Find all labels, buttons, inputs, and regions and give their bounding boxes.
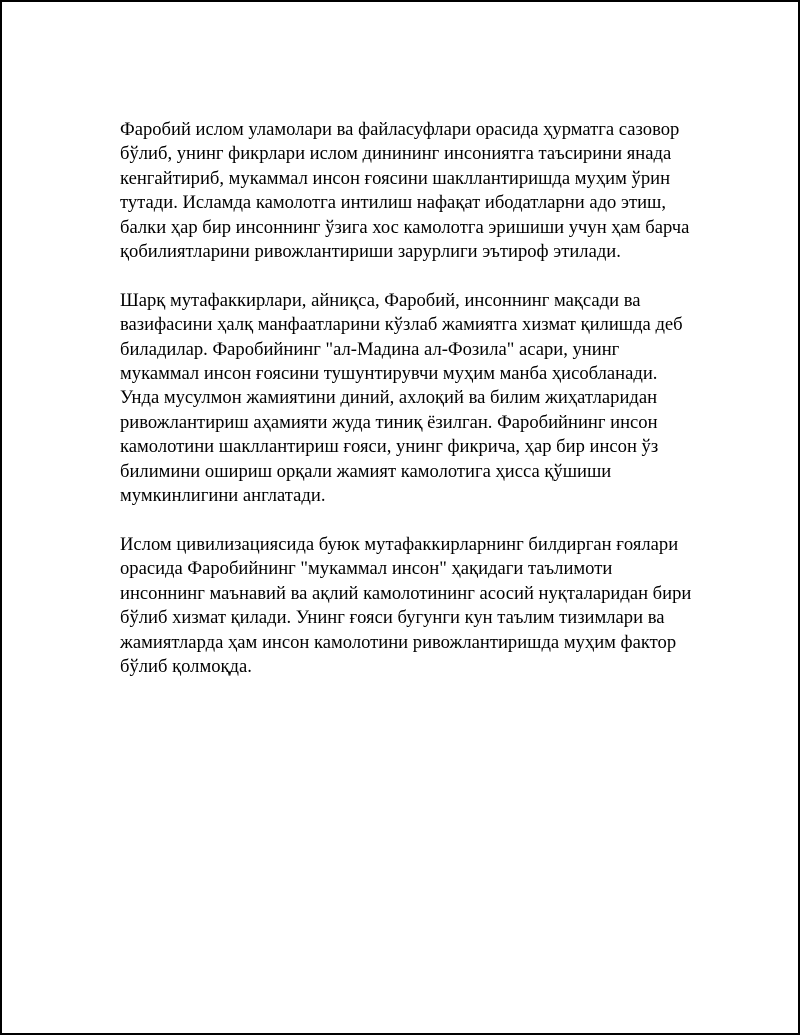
text-line: вазифасини ҳалқ манфаатларини кўзлаб жамиятга хизмат қилишда деб xyxy=(120,314,683,336)
text-line: ривожлантириш аҳамияти жуда тиниқ ёзилган. Фаробийнинг инсон xyxy=(120,411,658,433)
paragraph-3 xyxy=(120,533,692,679)
text-line: қобилиятларини ривожлантириши зарурлиги эътироф этилади. xyxy=(120,241,621,263)
paragraph-2 xyxy=(120,289,692,509)
document-body xyxy=(120,118,692,704)
text-line: мукаммал инсон ғоясини тушунтирувчи муҳим манба ҳисобланади. xyxy=(120,363,658,385)
text-line: орасида Фаробийнинг "мукаммал инсон" ҳақидаги таълимоти xyxy=(120,558,613,580)
text-line: биладилар. Фаробийнинг "ал-Мадина ал-Фозила" асари, унинг xyxy=(120,338,620,360)
text-line: Ислом цивилизациясида буюк мутафаккирларнинг билдирган ғоялари xyxy=(120,533,679,555)
text-line: Унда мусулмон жамиятини диний, ахлоқий ва билим жиҳатларидан xyxy=(120,387,658,409)
text-line: балки ҳар бир инсоннинг ўзига хос камолотга эришиши учун ҳам барча xyxy=(120,216,690,238)
text-line: Фаробий ислом уламолари ва файласуфлари орасида ҳурматга сазовор xyxy=(120,119,680,140)
text-line: камолотини шакллантириш ғояси, унинг фикрича, ҳар бир инсон ўз xyxy=(120,436,659,458)
text-line: Шарқ мутафаккирлари, айниқса, Фаробий, инсоннинг мақсади ва xyxy=(120,289,641,311)
text-line: кенгайтириб, мукаммал инсон ғоясини шакллантиришда муҳим ўрин xyxy=(120,167,671,189)
text-line: билимини ошириш орқали жамият камолотига ҳисса қўшиши xyxy=(120,460,612,482)
text-line: бўлиб қолмоқда. xyxy=(120,655,252,677)
text-line: жамиятларда ҳам инсон камолотини ривожлантиришда муҳим фактор xyxy=(120,631,677,653)
text-line: мумкинлигини англатади. xyxy=(120,485,326,507)
paragraph-1 xyxy=(120,118,692,264)
text-line: бўлиб хизмат қилади. Унинг ғояси бугунги кун таълим тизимлари ва xyxy=(120,607,665,629)
text-line: инсоннинг маънавий ва ақлий камолотининг асосий нуқталаридан бири xyxy=(120,582,692,604)
text-line: бўлиб, унинг фикрлари ислом динининг инсониятга таъсирини янада xyxy=(120,143,672,165)
text-line: тутади. Исламда камолотга интилиш нафақат ибодатларни адо этиш, xyxy=(120,192,667,214)
